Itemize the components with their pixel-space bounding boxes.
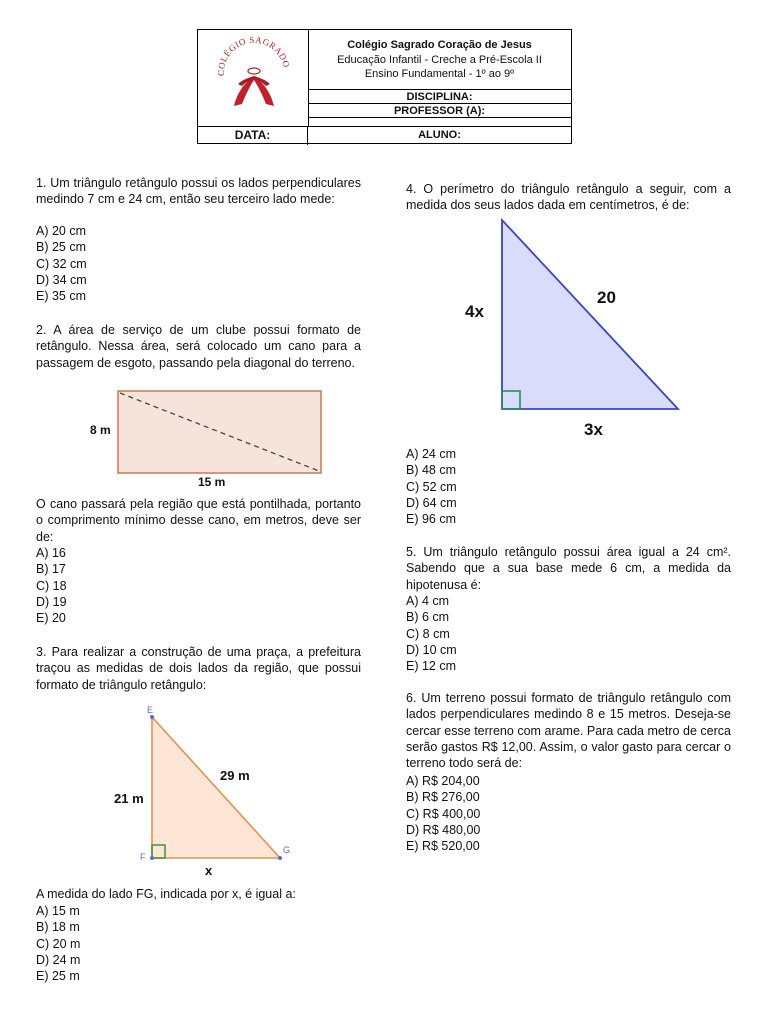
- vertex-g-label: G: [283, 845, 291, 855]
- header-table: [197, 29, 572, 144]
- side-ef-label: 21 m: [114, 791, 144, 806]
- question-1-text: 1. Um triângulo retângulo possui os lados perpendiculares medindo 7 cm e 24 cm, então seu terceiro lado mede:: [36, 176, 361, 207]
- side-base-label: 3x: [584, 420, 603, 439]
- option-b: B) 25 cm: [36, 240, 87, 255]
- school-line-2: Educação Infantil - Creche a Pré-Escola II: [337, 53, 542, 66]
- option-e: E) 96 cm: [406, 512, 457, 527]
- question-3-text: 3. Para realizar a construção de uma praça, a prefeitura traçou as medidas de dois lados da região, que possui formato de triângulo retângulo:: [36, 645, 361, 692]
- option-c: C) 18: [36, 578, 67, 593]
- option-a: A) R$ 204,00: [406, 774, 480, 788]
- option-e: E) 20: [36, 611, 66, 626]
- question-6-text: 6. Um terreno possui formato de triângulo retângulo com lados perpendiculares medindo 8 e 15 metros. Deseja-se cercar esse terreno com arame. Para cada metro de cerca serão gastos R$ 12,00. Assim, o valor gasto para cercar o terreno todo será de:: [406, 691, 731, 771]
- option-a: A) 16: [36, 546, 66, 560]
- triangle-4x-figure: [495, 215, 685, 415]
- question-3-text-2: A medida do lado FG, indicada por x, é igual a:: [36, 887, 296, 901]
- logo-text: COLÉGIO SAGRADO: [215, 34, 292, 77]
- option-a: A) 15 m: [36, 904, 80, 918]
- option-d: D) 10 cm: [406, 642, 457, 657]
- option-a: A) 24 cm: [406, 447, 457, 461]
- triangle-efg-figure: [140, 705, 300, 865]
- professor-field: PROFESSOR (A):: [308, 104, 571, 118]
- vertex-f-label: F: [140, 852, 146, 862]
- question-2-options: [36, 545, 67, 626]
- triangle-efg-shape: [152, 717, 280, 858]
- rect-width-label: 15 m: [198, 475, 226, 489]
- school-info: [308, 30, 571, 90]
- option-c: C) 52 cm: [406, 479, 457, 494]
- option-b: B) R$ 276,00: [406, 790, 480, 805]
- option-b: B) 17: [36, 562, 66, 577]
- disciplina-field: DISCIPLINA:: [308, 90, 571, 104]
- rectangle-shape: [118, 391, 321, 473]
- option-a: A) 4 cm: [406, 594, 450, 608]
- side-eg-label: 29 m: [220, 768, 250, 783]
- header-bottom-row: [198, 126, 571, 145]
- side-hypotenuse-label: 20: [597, 288, 616, 307]
- question-6-options: [406, 773, 480, 854]
- option-e: E) 35 cm: [36, 289, 87, 304]
- data-field: DATA:: [198, 127, 308, 145]
- option-d: D) 19: [36, 594, 67, 609]
- option-d: D) 34 cm: [36, 272, 87, 287]
- rect-height-label: 8 m: [90, 423, 111, 437]
- option-d: D) R$ 480,00: [406, 822, 481, 837]
- option-c: C) R$ 400,00: [406, 806, 481, 821]
- option-d: D) 64 cm: [406, 495, 457, 510]
- rectangle-figure: [115, 388, 325, 476]
- aluno-field: ALUNO:: [418, 129, 461, 141]
- logo-emblem-icon: [198, 30, 308, 126]
- option-c: C) 32 cm: [36, 256, 87, 271]
- question-1-options: [36, 223, 87, 304]
- triangle-4x-shape: [502, 220, 678, 409]
- option-c: C) 20 m: [36, 936, 81, 951]
- option-b: B) 48 cm: [406, 463, 457, 478]
- vertex-g-point: [278, 856, 282, 860]
- question-4-options: [406, 446, 457, 527]
- option-e: E) 25 m: [36, 969, 80, 984]
- option-e: E) 12 cm: [406, 659, 457, 674]
- vertex-e-label: E: [147, 705, 154, 715]
- option-a: A) 20 cm: [36, 224, 87, 238]
- school-logo: [198, 30, 309, 126]
- vertex-f-point: [150, 856, 154, 860]
- option-d: D) 24 m: [36, 952, 81, 967]
- question-2-text-2: O cano passará pela região que está pontilhada, portanto o comprimento mínimo desse cano, em metros, deve ser de:: [36, 497, 361, 544]
- vertex-e-point: [150, 715, 154, 719]
- question-3-options: [36, 903, 80, 984]
- option-b: B) 6 cm: [406, 610, 450, 625]
- question-2-text: 2. A área de serviço de um clube possui formato de retângulo. Nessa área, será colocado um cano para a passagem de esgoto, passando pela diagonal do terreno.: [36, 323, 361, 370]
- side-fg-label: x: [205, 863, 213, 878]
- option-e: E) R$ 520,00: [406, 839, 480, 854]
- svg-text:COLÉGIO SAGRADO: [216, 35, 292, 76]
- option-c: C) 8 cm: [406, 626, 450, 641]
- side-vertical-label: 4x: [465, 302, 484, 321]
- school-name: Colégio Sagrado Coração de Jesus: [347, 39, 532, 51]
- option-b: B) 18 m: [36, 920, 80, 935]
- question-5-text: 5. Um triângulo retângulo possui área igual a 24 cm². Sabendo que a sua base mede 6 cm, a medida da hipotenusa é:: [406, 545, 731, 592]
- school-line-3: Ensino Fundamental - 1º ao 9º: [364, 68, 515, 80]
- question-4-text: 4. O perímetro do triângulo retângulo a seguir, com a medida dos seus lados dada em centímetros, é de:: [406, 182, 731, 213]
- question-5-options: [406, 593, 457, 674]
